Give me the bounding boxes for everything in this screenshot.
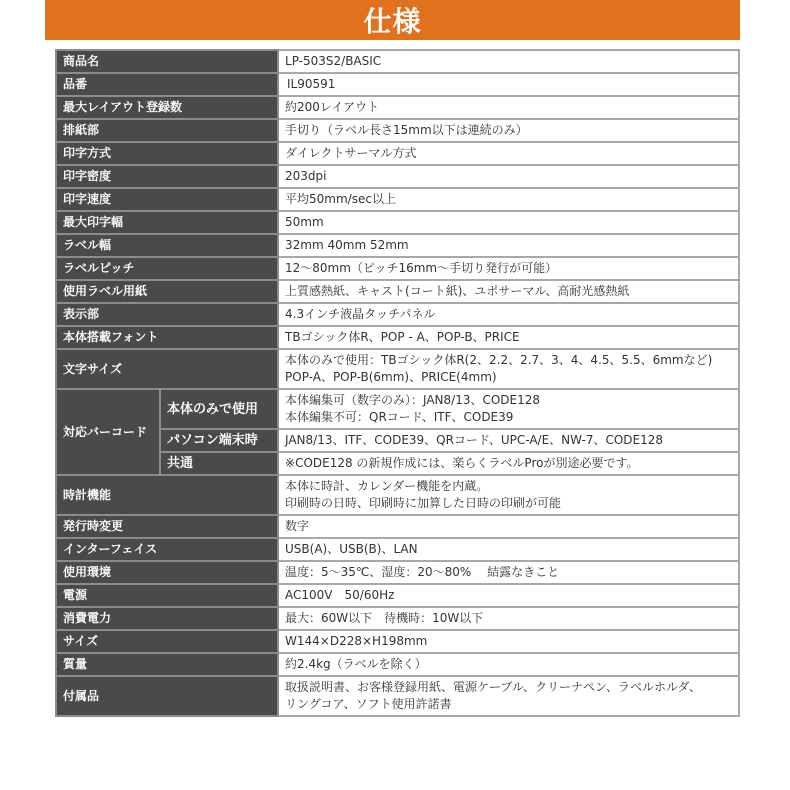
spec-value: 約200レイアウト bbox=[278, 96, 739, 119]
spec-value: 数字 bbox=[278, 515, 739, 538]
spec-row-max-print-width bbox=[56, 211, 739, 234]
spec-row-char-size bbox=[56, 349, 739, 389]
spec-value-line: 本体編集不可：QRコード、ITF、CODE39 bbox=[285, 410, 514, 424]
spec-value: LP-503S2/BASIC bbox=[278, 50, 739, 73]
spec-row-fonts bbox=[56, 326, 739, 349]
spec-row-power-consumption bbox=[56, 607, 739, 630]
spec-sublabel: 本体のみで使用 bbox=[160, 389, 278, 429]
spec-row-print-speed bbox=[56, 188, 739, 211]
spec-label: 質量 bbox=[56, 653, 278, 676]
spec-row-environment bbox=[56, 561, 739, 584]
spec-value: IL90591 bbox=[278, 73, 739, 96]
spec-value: 32mm 40mm 52mm bbox=[278, 234, 739, 257]
spec-label: インターフェイス bbox=[56, 538, 278, 561]
spec-value-line: リングコア、ソフト使用許諾書 bbox=[285, 697, 452, 711]
spec-label: 発行時変更 bbox=[56, 515, 278, 538]
spec-row-part-number bbox=[56, 73, 739, 96]
spec-label: 使用環境 bbox=[56, 561, 278, 584]
spec-value-line: 本体編集可（数字のみ）：JAN8/13、CODE128 bbox=[285, 393, 541, 407]
spec-value: ダイレクトサーマル方式 bbox=[278, 142, 739, 165]
spec-value: W144×D228×H198mm bbox=[278, 630, 739, 653]
spec-value bbox=[278, 676, 739, 716]
spec-header-banner bbox=[45, 0, 740, 40]
spec-row-clock bbox=[56, 475, 739, 515]
spec-sublabel: パソコン端末時 bbox=[160, 429, 278, 452]
spec-label: 本体搭載フォント bbox=[56, 326, 278, 349]
spec-table bbox=[55, 49, 740, 717]
spec-row-weight bbox=[56, 653, 739, 676]
spec-label: 消費電力 bbox=[56, 607, 278, 630]
spec-row-size bbox=[56, 630, 739, 653]
spec-sublabel: 共通 bbox=[160, 452, 278, 475]
spec-row-interface bbox=[56, 538, 739, 561]
spec-value-line: 本体のみで使用：TBゴシック体R(2、2.2、2.7、3、4、4.5、5.5、6mmなど) bbox=[285, 353, 713, 367]
spec-value: USB(A)、USB(B)、LAN bbox=[278, 538, 739, 561]
spec-row-label-paper bbox=[56, 280, 739, 303]
spec-label: 電源 bbox=[56, 584, 278, 607]
spec-value: ※CODE128 の新規作成には、楽らくラベルProが別途必要です。 bbox=[278, 452, 739, 475]
spec-value: 平均50mm/sec以上 bbox=[278, 188, 739, 211]
spec-row-print-density bbox=[56, 165, 739, 188]
spec-value: JAN8/13、ITF、CODE39、QRコード、UPC-A/E、NW-7、CODE128 bbox=[278, 429, 739, 452]
spec-value-line: 本体に時計、カレンダー機能を内蔵。 bbox=[285, 479, 489, 493]
spec-row-power bbox=[56, 584, 739, 607]
spec-value: TBゴシック体R、POP - A、POP-B、PRICE bbox=[278, 326, 739, 349]
spec-row-barcode-standalone bbox=[56, 389, 739, 429]
spec-label: ラベルピッチ bbox=[56, 257, 278, 280]
spec-label: 最大印字幅 bbox=[56, 211, 278, 234]
spec-value: 50mm bbox=[278, 211, 739, 234]
spec-value: 上質感熱紙、キャスト(コート紙)、ユポサーマル、高耐光感熱紙 bbox=[278, 280, 739, 303]
spec-label: 使用ラベル用紙 bbox=[56, 280, 278, 303]
spec-value: 手切り（ラベル長さ15mm以下は連続のみ） bbox=[278, 119, 739, 142]
spec-label: 表示部 bbox=[56, 303, 278, 326]
spec-label: 時計機能 bbox=[56, 475, 278, 515]
spec-value bbox=[278, 349, 739, 389]
spec-row-product-name bbox=[56, 50, 739, 73]
spec-label: 印字速度 bbox=[56, 188, 278, 211]
spec-value bbox=[278, 475, 739, 515]
spec-value: 温度：5〜35℃、湿度：20〜80% 結露なきこと bbox=[278, 561, 739, 584]
spec-label: 印字密度 bbox=[56, 165, 278, 188]
spec-value: 12〜80mm（ピッチ16mm〜手切り発行が可能） bbox=[278, 257, 739, 280]
spec-row-display bbox=[56, 303, 739, 326]
spec-row-accessories bbox=[56, 676, 739, 716]
spec-label: 印字方式 bbox=[56, 142, 278, 165]
spec-row-print-method bbox=[56, 142, 739, 165]
spec-label: 対応バーコード bbox=[56, 389, 160, 475]
spec-value bbox=[278, 389, 739, 429]
spec-row-label-pitch bbox=[56, 257, 739, 280]
spec-row-label-width bbox=[56, 234, 739, 257]
spec-value: 約2.4kg（ラベルを除く） bbox=[278, 653, 739, 676]
spec-value: 最大：60W以下 待機時：10W以下 bbox=[278, 607, 739, 630]
spec-label: 文字サイズ bbox=[56, 349, 278, 389]
spec-value-line: 取扱説明書、お客様登録用紙、電源ケーブル、クリーナペン、ラベルホルダ、 bbox=[285, 680, 701, 694]
spec-value: AC100V 50/60Hz bbox=[278, 584, 739, 607]
spec-row-issue-change bbox=[56, 515, 739, 538]
spec-row-paper-output bbox=[56, 119, 739, 142]
spec-label: 排紙部 bbox=[56, 119, 278, 142]
spec-label: サイズ bbox=[56, 630, 278, 653]
spec-label: 最大レイアウト登録数 bbox=[56, 96, 278, 119]
spec-value-line: POP-A、POP-B(6mm)、PRICE(4mm) bbox=[285, 370, 497, 384]
page-title: 仕様 bbox=[363, 5, 422, 38]
spec-label: 商品名 bbox=[56, 50, 278, 73]
spec-value: 4.3インチ液晶タッチパネル bbox=[278, 303, 739, 326]
spec-label: 付属品 bbox=[56, 676, 278, 716]
spec-value-line: 印刷時の日時、印刷時に加算した日時の印刷が可能 bbox=[285, 496, 562, 510]
spec-row-max-layouts bbox=[56, 96, 739, 119]
spec-value: 203dpi bbox=[278, 165, 739, 188]
spec-label: ラベル幅 bbox=[56, 234, 278, 257]
spec-label: 品番 bbox=[56, 73, 278, 96]
